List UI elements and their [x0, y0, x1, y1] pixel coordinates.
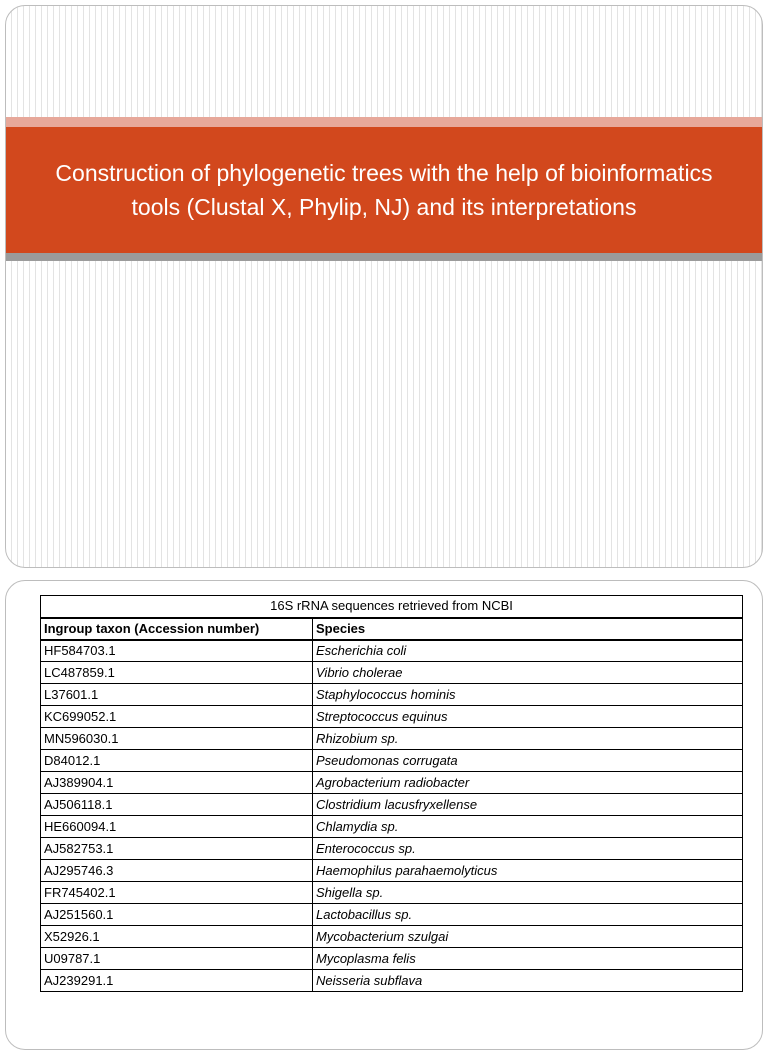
species-cell: Clostridium lacusfryxellense — [313, 794, 743, 816]
title-band — [6, 127, 762, 253]
column-header-species: Species — [313, 618, 743, 640]
table-row — [41, 948, 743, 970]
table-row — [41, 684, 743, 706]
table-row — [41, 816, 743, 838]
accession-cell: X52926.1 — [41, 926, 313, 948]
species-cell: Mycoplasma felis — [313, 948, 743, 970]
accession-cell: HF584703.1 — [41, 640, 313, 662]
table-row — [41, 838, 743, 860]
table-row — [41, 662, 743, 684]
title-band-top-stripe — [6, 117, 762, 127]
species-cell: Rhizobium sp. — [313, 728, 743, 750]
title-band-bottom-stripe — [6, 253, 762, 261]
accession-cell: FR745402.1 — [41, 882, 313, 904]
species-cell: Chlamydia sp. — [313, 816, 743, 838]
table-caption: 16S rRNA sequences retrieved from NCBI — [41, 596, 743, 618]
accession-cell: KC699052.1 — [41, 706, 313, 728]
species-cell: Streptococcus equinus — [313, 706, 743, 728]
accession-cell: AJ295746.3 — [41, 860, 313, 882]
accession-cell: AJ251560.1 — [41, 904, 313, 926]
table-body — [41, 640, 743, 992]
table-row — [41, 794, 743, 816]
table-caption-row — [41, 596, 743, 618]
slide-title: Construction of phylogenetic trees with the help of bioinformatics tools (Clustal X, Phylip, NJ) and its interpretations — [55, 160, 713, 220]
table-slide — [5, 580, 763, 1050]
column-header-accession: Ingroup taxon (Accession number) — [41, 618, 313, 640]
species-cell: Vibrio cholerae — [313, 662, 743, 684]
species-cell: Haemophilus parahaemolyticus — [313, 860, 743, 882]
accession-cell: AJ239291.1 — [41, 970, 313, 992]
table-row — [41, 882, 743, 904]
accession-cell: U09787.1 — [41, 948, 313, 970]
table-row — [41, 728, 743, 750]
table-row — [41, 772, 743, 794]
accession-cell: AJ389904.1 — [41, 772, 313, 794]
species-cell: Shigella sp. — [313, 882, 743, 904]
table-row — [41, 926, 743, 948]
species-cell: Escherichia coli — [313, 640, 743, 662]
species-cell: Staphylococcus hominis — [313, 684, 743, 706]
table-row — [41, 706, 743, 728]
accession-cell: AJ582753.1 — [41, 838, 313, 860]
species-cell: Neisseria subflava — [313, 970, 743, 992]
accession-cell: MN596030.1 — [41, 728, 313, 750]
species-cell: Mycobacterium szulgai — [313, 926, 743, 948]
sequence-table — [40, 595, 743, 992]
accession-cell: HE660094.1 — [41, 816, 313, 838]
table-row — [41, 904, 743, 926]
species-cell: Pseudomonas corrugata — [313, 750, 743, 772]
table-header-row — [41, 618, 743, 640]
accession-cell: AJ506118.1 — [41, 794, 313, 816]
title-slide — [5, 5, 763, 568]
accession-cell: LC487859.1 — [41, 662, 313, 684]
accession-cell: D84012.1 — [41, 750, 313, 772]
species-cell: Agrobacterium radiobacter — [313, 772, 743, 794]
table-row — [41, 860, 743, 882]
table-row — [41, 750, 743, 772]
table-row — [41, 970, 743, 992]
species-cell: Enterococcus sp. — [313, 838, 743, 860]
table-row — [41, 640, 743, 662]
species-cell: Lactobacillus sp. — [313, 904, 743, 926]
accession-cell: L37601.1 — [41, 684, 313, 706]
